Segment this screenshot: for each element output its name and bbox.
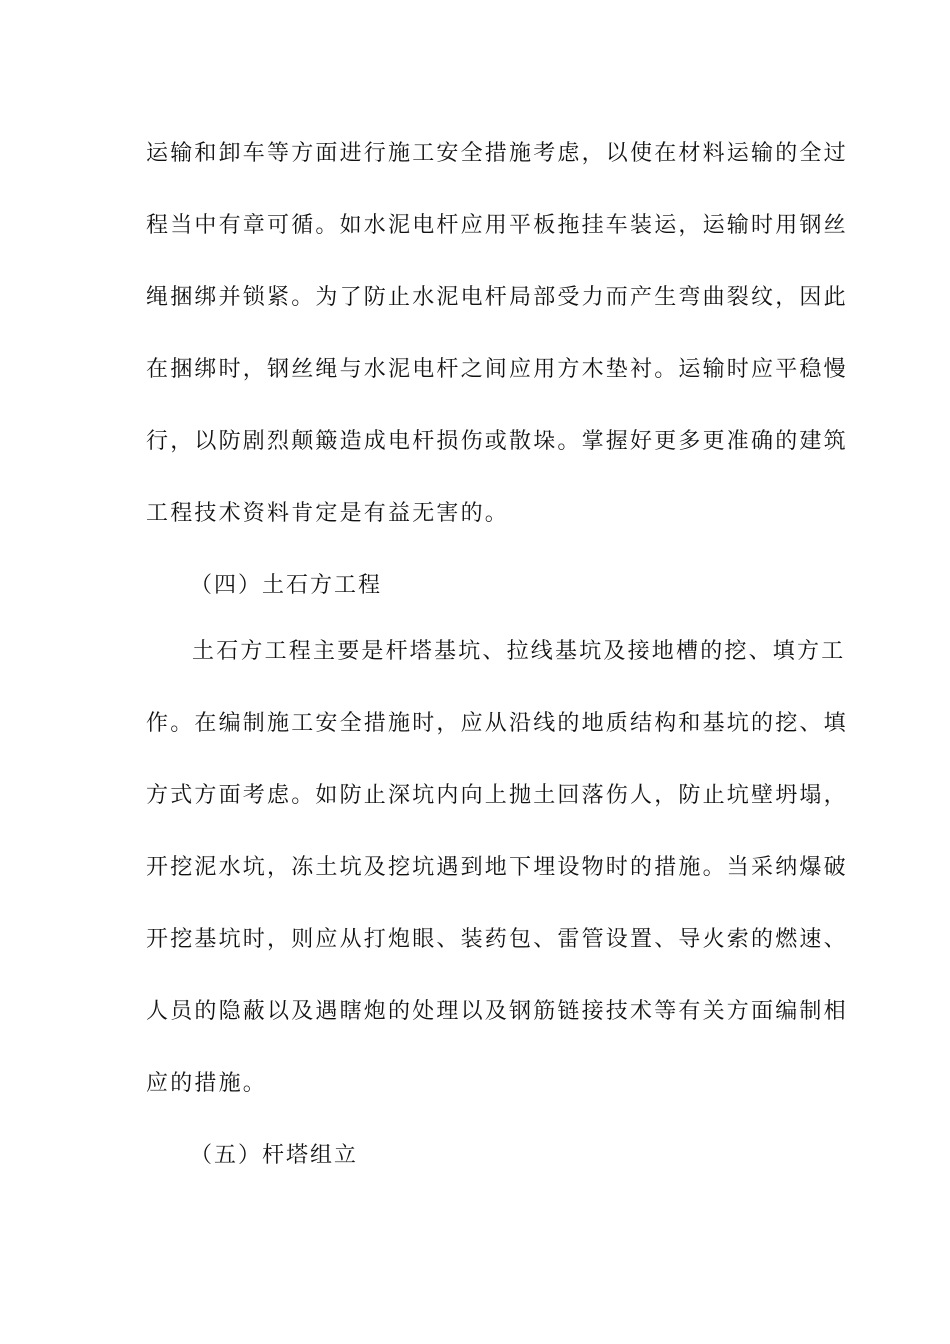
paragraph-line: 行，以防剧烈颠簸造成电杆损伤或散垛。掌握好更多更准确的建筑: [146, 429, 848, 454]
paragraph-line: 运输和卸车等方面进行施工安全措施考虑，以使在材料运输的全过: [146, 141, 848, 166]
paragraph-line: 作。在编制施工安全措施时，应从沿线的地质结构和基坑的挖、填: [146, 711, 848, 736]
paragraph-line: 开挖基坑时，则应从打炮眼、装药包、雷管设置、导火索的燃速、: [146, 927, 848, 952]
section-heading-4: （四）土石方工程: [190, 573, 383, 598]
paragraph-line: 在捆绑时，钢丝绳与水泥电杆之间应用方木垫衬。运输时应平稳慢: [146, 357, 848, 382]
paragraph-line: 开挖泥水坑，冻土坑及挖坑遇到地下埋设物时的措施。当采纳爆破: [146, 855, 848, 880]
paragraph-line: 人员的隐蔽以及遇瞎炮的处理以及钢筋链接技术等有关方面编制相: [146, 999, 848, 1024]
paragraph-line: 工程技术资料肯定是有益无害的。: [146, 501, 510, 526]
paragraph-line: 程当中有章可循。如水泥电杆应用平板拖挂车装运，运输时用钢丝: [146, 213, 848, 238]
section-heading-5: （五）杆塔组立: [190, 1143, 359, 1168]
paragraph-line: 方式方面考虑。如防止深坑内向上抛土回落伤人，防止坑壁坍塌，: [146, 783, 848, 808]
paragraph-line: 土石方工程主要是杆塔基坑、拉线基坑及接地槽的挖、填方工: [192, 639, 846, 664]
paragraph-line: 应的措施。: [146, 1071, 268, 1096]
paragraph-line: 绳捆绑并锁紧。为了防止水泥电杆局部受力而产生弯曲裂纹，因此: [146, 285, 848, 310]
